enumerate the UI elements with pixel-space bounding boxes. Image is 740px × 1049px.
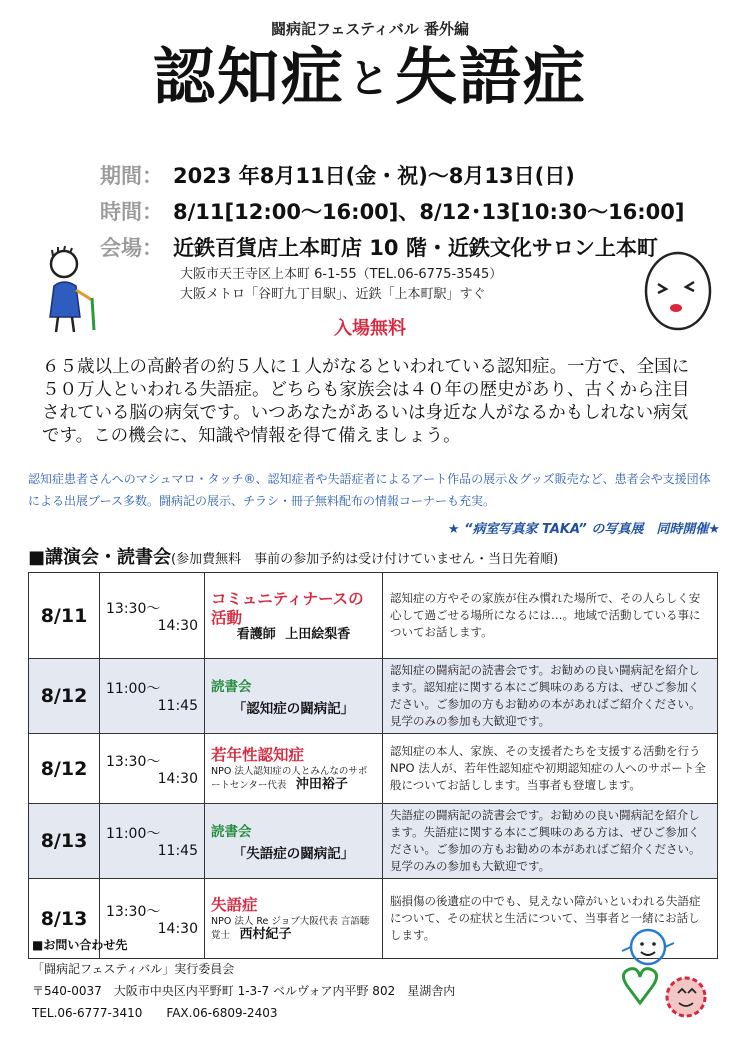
event-end: 11:45 <box>157 843 198 859</box>
title-connector: と <box>349 56 391 102</box>
contact-phones: TEL.06-6777-3410 FAX.06-6809-2403 <box>32 1006 278 1020</box>
contact-address: 〒540-0037 大阪市中央区内平野町 1-3-7 ベルヴォア内平野 802 星湖舎内 <box>32 984 456 998</box>
event-type: 読書会 <box>211 824 252 840</box>
event-subtitle: 闘病記フェスティバル 番外編 <box>271 20 469 38</box>
hours-row <box>100 196 685 226</box>
period-label: 期間： <box>100 164 163 188</box>
event-end: 14:30 <box>157 920 198 937</box>
event-program <box>205 573 383 659</box>
event-description: 認知症の方やその家族が住み慣れた場所で、その人らしく安心して過ごせる場所になるには…。地域で活動している事についてお話します。 <box>383 573 718 659</box>
event-speaker <box>211 628 376 642</box>
contact-heading: ■お問い合わせ先 <box>32 938 128 952</box>
event-speaker <box>211 915 376 942</box>
event-book: 「認知症の闘病記」 <box>232 701 355 717</box>
event-program <box>205 659 383 734</box>
event-description: 脳損傷の後遺症の中でも、見えない障がいといわれる失語症について、その症状と生活について、当事者と一緒にお話しします。 <box>383 879 718 959</box>
event-row <box>29 804 718 879</box>
event-description: 失語症の闘病記の読書会です。お勧めの良い闘病記を紹介します。失語症に関する本にご興味のある方は、ぜひご参加ください。ご参加の方もお勧めの本があればご紹介ください。見学のみの参加も大歓迎です。 <box>383 804 718 879</box>
speaker-name: 西村紀子 <box>239 926 292 942</box>
event-start: 11:00～ <box>106 826 161 842</box>
speaker-role: NPO 法人認知症の人とみんなのサポートセンター代表 <box>211 765 368 791</box>
event-program <box>205 804 383 879</box>
event-end: 14:30 <box>157 770 198 787</box>
event-date: 8/13 <box>29 879 100 959</box>
venue-value: 近鉄百貨店上本町店 10 階・近鉄文化サロン上本町 <box>173 236 658 260</box>
event-description: 認知症の本人、家族、その支援者たちを支援する活動を行う NPO 法人が、若年性認知症や初期認知症の人へのサポート全般についてお話しします。当事者も登壇します。 <box>383 734 718 804</box>
speaker-name: 上田絵梨香 <box>285 626 351 642</box>
event-start: 13:30～ <box>106 600 161 617</box>
event-date: 8/13 <box>29 804 100 879</box>
venue-label: 会場： <box>100 236 163 260</box>
contact-org: 「闘病記フェスティバル」実行委員会 <box>32 962 235 976</box>
period-value: 2023 年8月11日(金・祝)～8月13日(日) <box>173 164 575 188</box>
event-start: 11:00～ <box>106 681 161 697</box>
event-time <box>100 573 205 659</box>
event-description: 認知症の闘病記の読書会です。お勧めの良い闘病記を紹介します。認知症に関する本にご興味のある方は、ぜひご参加ください。ご参加の方もお勧めの本があればご紹介ください。見学のみの参加も大歓迎です。 <box>383 659 718 734</box>
event-time <box>100 804 205 879</box>
intro-text: ６５歳以上の高齢者の約５人に１人がなるといわれている認知症。一方で、全国に５０万人といわれる失語症。どちらも家族会は４０年の歴史があり、古くから注目されている脳の病気です。いつあなたがあるいは身近な人がなるかもしれない病気です。この機会に、知識や情報を得て備えましょう。 <box>42 357 690 446</box>
free-admission: 入場無料 <box>334 318 406 339</box>
event-title: コミュニティナースの活動 <box>211 589 364 627</box>
event-title: 若年性認知症 <box>211 745 305 764</box>
title-part2: 失語症 <box>395 40 588 113</box>
venue-address: 大阪市天王寺区上本町 6-1-55（TEL.06-6775-3545） <box>180 267 503 282</box>
event-row <box>29 573 718 659</box>
event-date: 8/11 <box>29 573 100 659</box>
event-time <box>100 734 205 804</box>
event-row <box>29 734 718 804</box>
event-program <box>205 879 383 959</box>
smiley-heart-icon <box>600 925 722 1040</box>
exhibition-info: 認知症患者さんへのマシュマロ・タッチ®、認知症者や失語症者によるアート作品の展示＆グッズ販売など、患者会や支援団体による出展ブース多数。闘病記の展示、チラシ・冊子無料配布の情報コーナーも充実。 <box>28 472 711 508</box>
event-row <box>29 659 718 734</box>
speaker-role: 看護師 <box>236 626 276 642</box>
page-title <box>0 42 740 114</box>
concurrent-event: ★ “病室写真家 TAKA” の写真展 同時開催★ <box>447 522 720 537</box>
events-table <box>28 572 718 959</box>
venue-row <box>100 232 658 262</box>
event-program <box>205 734 383 804</box>
lectures-title: ■講演会・読書会 <box>28 547 172 568</box>
hours-label: 時間： <box>100 200 163 224</box>
speaker-name: 沖田裕子 <box>295 776 348 792</box>
event-start: 13:30～ <box>106 753 161 770</box>
event-date: 8/12 <box>29 734 100 804</box>
event-date: 8/12 <box>29 659 100 734</box>
lectures-heading <box>28 543 558 569</box>
event-time <box>100 659 205 734</box>
period-row <box>100 160 575 190</box>
speaker-role: NPO 法人 Re ジョブ大阪代表 言語聴覚士 <box>211 915 370 941</box>
event-title: 失語症 <box>211 895 258 914</box>
event-type: 読書会 <box>211 679 252 695</box>
venue-access: 大阪メトロ「谷町九丁目駅」、近鉄「上本町駅」すぐ <box>180 287 486 302</box>
event-end: 14:30 <box>157 617 198 634</box>
title-part1: 認知症 <box>152 40 345 113</box>
hours-value: 8/11[12:00～16:00]、8/12･13[10:30～16:00] <box>173 200 685 224</box>
event-speaker <box>211 765 376 792</box>
event-end: 11:45 <box>157 698 198 714</box>
event-book: 「失語症の闘病記」 <box>232 846 355 862</box>
lectures-note: (参加費無料 事前の参加予約は受け付けていません・当日先着順) <box>171 552 559 567</box>
event-start: 13:30～ <box>106 903 161 920</box>
